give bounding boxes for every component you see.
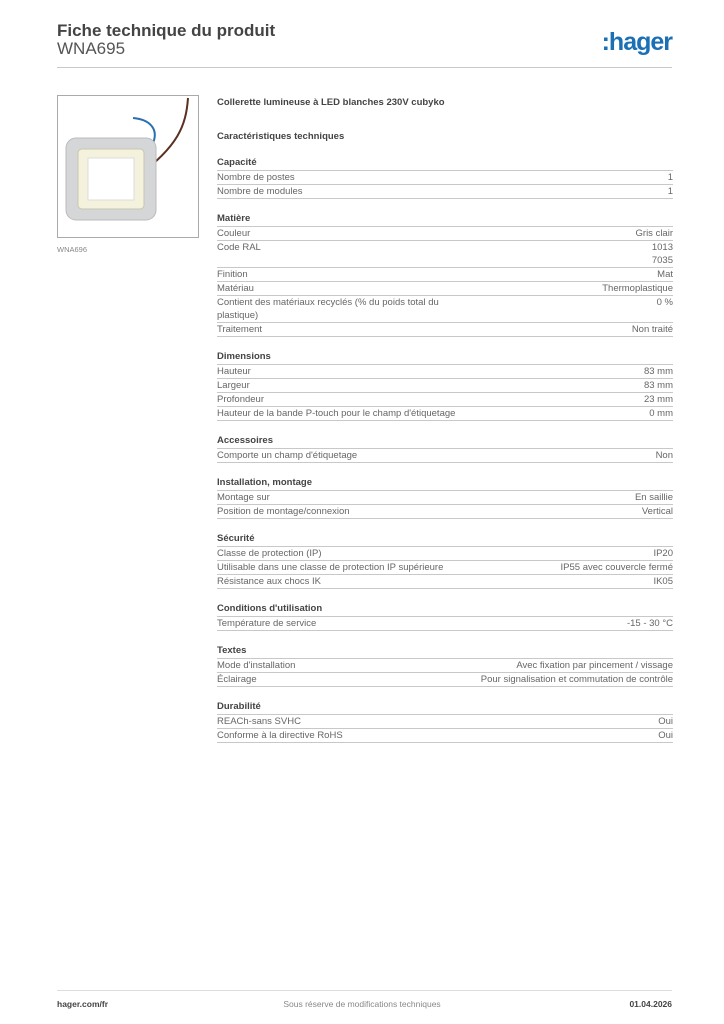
spec-value: IK05 xyxy=(653,576,673,587)
spec-label: Conforme à la directive RoHS xyxy=(217,730,343,741)
spec-value: Vertical xyxy=(641,506,673,517)
spec-value: IP55 avec couvercle fermé xyxy=(560,562,673,573)
spec-label: Code RAL xyxy=(217,242,261,253)
spec-value: Pour signalisation et commutation de contrôle xyxy=(480,674,673,685)
spec-row xyxy=(217,393,673,407)
section-heading: Capacité xyxy=(217,156,673,171)
spec-label: Nombre de modules xyxy=(217,186,303,197)
spec-content xyxy=(217,96,673,743)
footer-date: 01.04.2026 xyxy=(629,999,672,1009)
product-code: WNA695 xyxy=(57,39,126,58)
section-heading: Matière xyxy=(217,212,673,227)
spec-row xyxy=(217,296,673,323)
section-heading: Conditions d'utilisation xyxy=(217,602,673,617)
spec-section xyxy=(217,350,673,421)
footer-website-link[interactable]: hager.com/fr xyxy=(57,999,109,1009)
spec-label: Température de service xyxy=(217,618,317,629)
spec-row xyxy=(217,227,673,241)
spec-row xyxy=(217,171,673,185)
spec-value: Oui xyxy=(658,716,673,727)
section-heading: Installation, montage xyxy=(217,476,673,491)
characteristics-title: Caractéristiques techniques xyxy=(217,131,345,142)
spec-row xyxy=(217,268,673,282)
image-caption: WNA696 xyxy=(57,245,88,254)
spec-row xyxy=(217,659,673,673)
spec-label: Profondeur xyxy=(217,394,265,405)
spec-row xyxy=(217,673,673,687)
page-title: Fiche technique du produit xyxy=(57,21,276,40)
spec-label: Hauteur xyxy=(217,366,251,377)
spec-value: 83 mm xyxy=(643,380,673,391)
spec-value: 1 xyxy=(667,172,673,183)
spec-value: IP20 xyxy=(653,548,673,559)
spec-row xyxy=(217,379,673,393)
spec-label: Montage sur xyxy=(217,492,270,503)
spec-row xyxy=(217,729,673,743)
section-heading: Durabilité xyxy=(217,700,673,715)
spec-label: Largeur xyxy=(217,380,250,391)
spec-label: Utilisable dans une classe de protection IP supérieure xyxy=(217,562,444,573)
product-title: Collerette lumineuse à LED blanches 230V cubyko xyxy=(217,97,445,108)
spec-row xyxy=(217,575,673,589)
spec-label: Matériau xyxy=(217,283,254,294)
spec-value: Oui xyxy=(658,730,673,741)
spec-value: 83 mm xyxy=(643,366,673,377)
spec-label: Résistance aux chocs IK xyxy=(217,576,322,587)
spec-value: 23 mm xyxy=(643,394,673,405)
spec-row xyxy=(217,449,673,463)
spec-label: Mode d'installation xyxy=(217,660,296,671)
spec-row xyxy=(217,561,673,575)
spec-value: En saillie xyxy=(634,492,673,503)
product-image xyxy=(57,95,199,238)
spec-label: Éclairage xyxy=(217,674,257,685)
spec-value: Thermoplastique xyxy=(602,283,673,294)
spec-label: Classe de protection (IP) xyxy=(217,548,322,559)
spec-row xyxy=(217,241,673,268)
spec-row xyxy=(217,547,673,561)
spec-row xyxy=(217,505,673,519)
spec-value: 1013 7035 xyxy=(651,242,673,266)
spec-row xyxy=(217,617,673,631)
spec-value: Mat xyxy=(657,269,673,280)
spec-row xyxy=(217,407,673,421)
spec-section xyxy=(217,212,673,337)
spec-value: Gris clair xyxy=(635,228,673,239)
spec-row xyxy=(217,365,673,379)
spec-label: Hauteur de la bande P-touch pour le champ d'étiquetage xyxy=(217,408,456,419)
spec-section xyxy=(217,602,673,631)
spec-value: 0 % xyxy=(656,297,673,308)
hager-logo: :hager xyxy=(601,28,672,56)
footer-disclaimer: Sous réserve de modifications techniques xyxy=(283,999,441,1009)
spec-label: REACh-sans SVHC xyxy=(217,716,301,727)
spec-row xyxy=(217,491,673,505)
spec-section xyxy=(217,644,673,687)
spec-row xyxy=(217,282,673,296)
spec-section xyxy=(217,532,673,589)
spec-label: Finition xyxy=(217,269,248,280)
section-heading: Sécurité xyxy=(217,532,673,547)
spec-section xyxy=(217,434,673,463)
spec-label: Nombre de postes xyxy=(217,172,295,183)
spec-row xyxy=(217,715,673,729)
spec-value: Non traité xyxy=(631,324,673,335)
spec-value: Avec fixation par pincement / vissage xyxy=(516,660,673,671)
spec-row xyxy=(217,323,673,337)
spec-label: Position de montage/connexion xyxy=(217,506,350,517)
spec-label: Couleur xyxy=(217,228,251,239)
spec-value: Non xyxy=(655,450,673,461)
spec-section xyxy=(217,476,673,519)
spec-section xyxy=(217,700,673,743)
spec-label: Traitement xyxy=(217,324,263,335)
footer-divider xyxy=(57,990,672,991)
spec-label: Contient des matériaux recyclés (% du poids total du plastique) xyxy=(217,297,439,321)
spec-value: 1 xyxy=(667,186,673,197)
spec-label: Comporte un champ d'étiquetage xyxy=(217,450,358,461)
spec-row xyxy=(217,185,673,199)
section-heading: Accessoires xyxy=(217,434,673,449)
header-divider xyxy=(57,67,672,68)
section-heading: Dimensions xyxy=(217,350,673,365)
spec-value: 0 mm xyxy=(649,408,673,419)
spec-section xyxy=(217,156,673,199)
spec-value: -15 - 30 °C xyxy=(626,618,673,629)
section-heading: Textes xyxy=(217,644,673,659)
